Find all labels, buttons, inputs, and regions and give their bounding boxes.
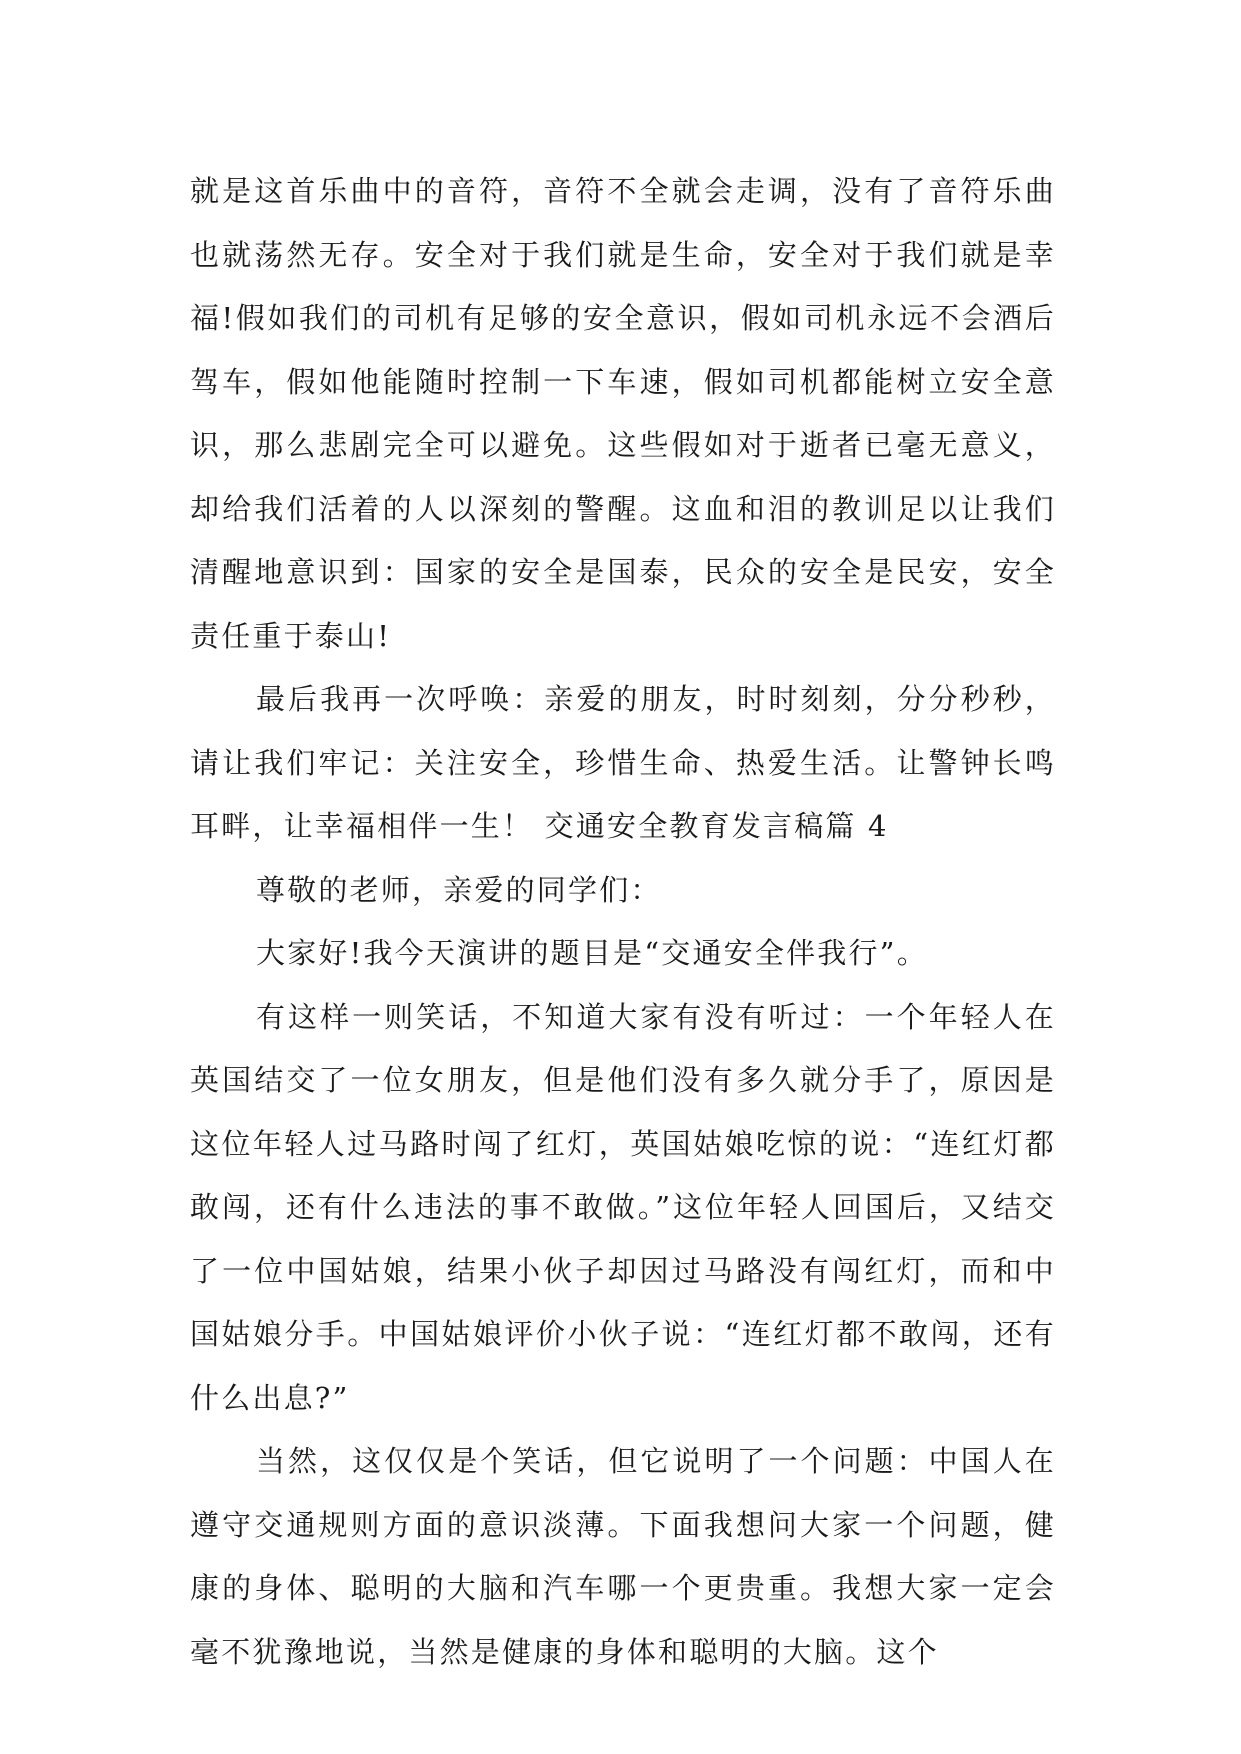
paragraph-2: 最后我再一次呼唤：亲爱的朋友，时时刻刻，分分秒秒，请让我们牢记：关注安全，珍惜生命、热爱生活。让警钟长鸣耳畔，让幸福相伴一生！ 交通安全教育发言稿篇 4 xyxy=(190,682,1056,843)
document-body xyxy=(190,160,1056,1684)
paragraph-6: 当然，这仅仅是个笑话，但它说明了一个问题：中国人在遵守交通规则方面的意识淡薄。下面我想问大家一个问题，健康的身体、聪明的大脑和汽车哪一个更贵重。我想大家一定会毫不犹豫地说，当然是健康的身体和聪明的大脑。这个 xyxy=(190,1444,1056,1669)
paragraph-5: 有这样一则笑话，不知道大家有没有听过：一个年轻人在英国结交了一位女朋友，但是他们没有多久就分手了，原因是这位年轻人过马路时闯了红灯，英国姑娘吃惊的说：“连红灯都敢闯，还有什么违法的事不敢做。”这位年轻人回国后，又结交了一位中国姑娘，结果小伙子却因过马路没有闯红灯，而和中国姑娘分手。中国姑娘评价小伙子说：“连红灯都不敢闯，还有什么出息?” xyxy=(190,999,1056,1415)
paragraph-3: 尊敬的老师，亲爱的同学们： xyxy=(256,872,662,907)
paragraph-1: 就是这首乐曲中的音符，音符不全就会走调，没有了音符乐曲也就荡然无存。安全对于我们就是生命，安全对于我们就是幸福!假如我们的司机有足够的安全意识，假如司机永远不会酒后驾车，假如他能随时控制一下车速，假如司机都能树立安全意识，那么悲剧完全可以避免。这些假如对于逝者已毫无意义，却给我们活着的人以深刻的警醒。这血和泪的教训足以让我们清醒地意识到：国家的安全是国泰，民众的安全是民安，安全责任重于泰山! xyxy=(190,174,1056,653)
paragraph-4: 大家好!我今天演讲的题目是“交通安全伴我行”。 xyxy=(256,936,928,970)
